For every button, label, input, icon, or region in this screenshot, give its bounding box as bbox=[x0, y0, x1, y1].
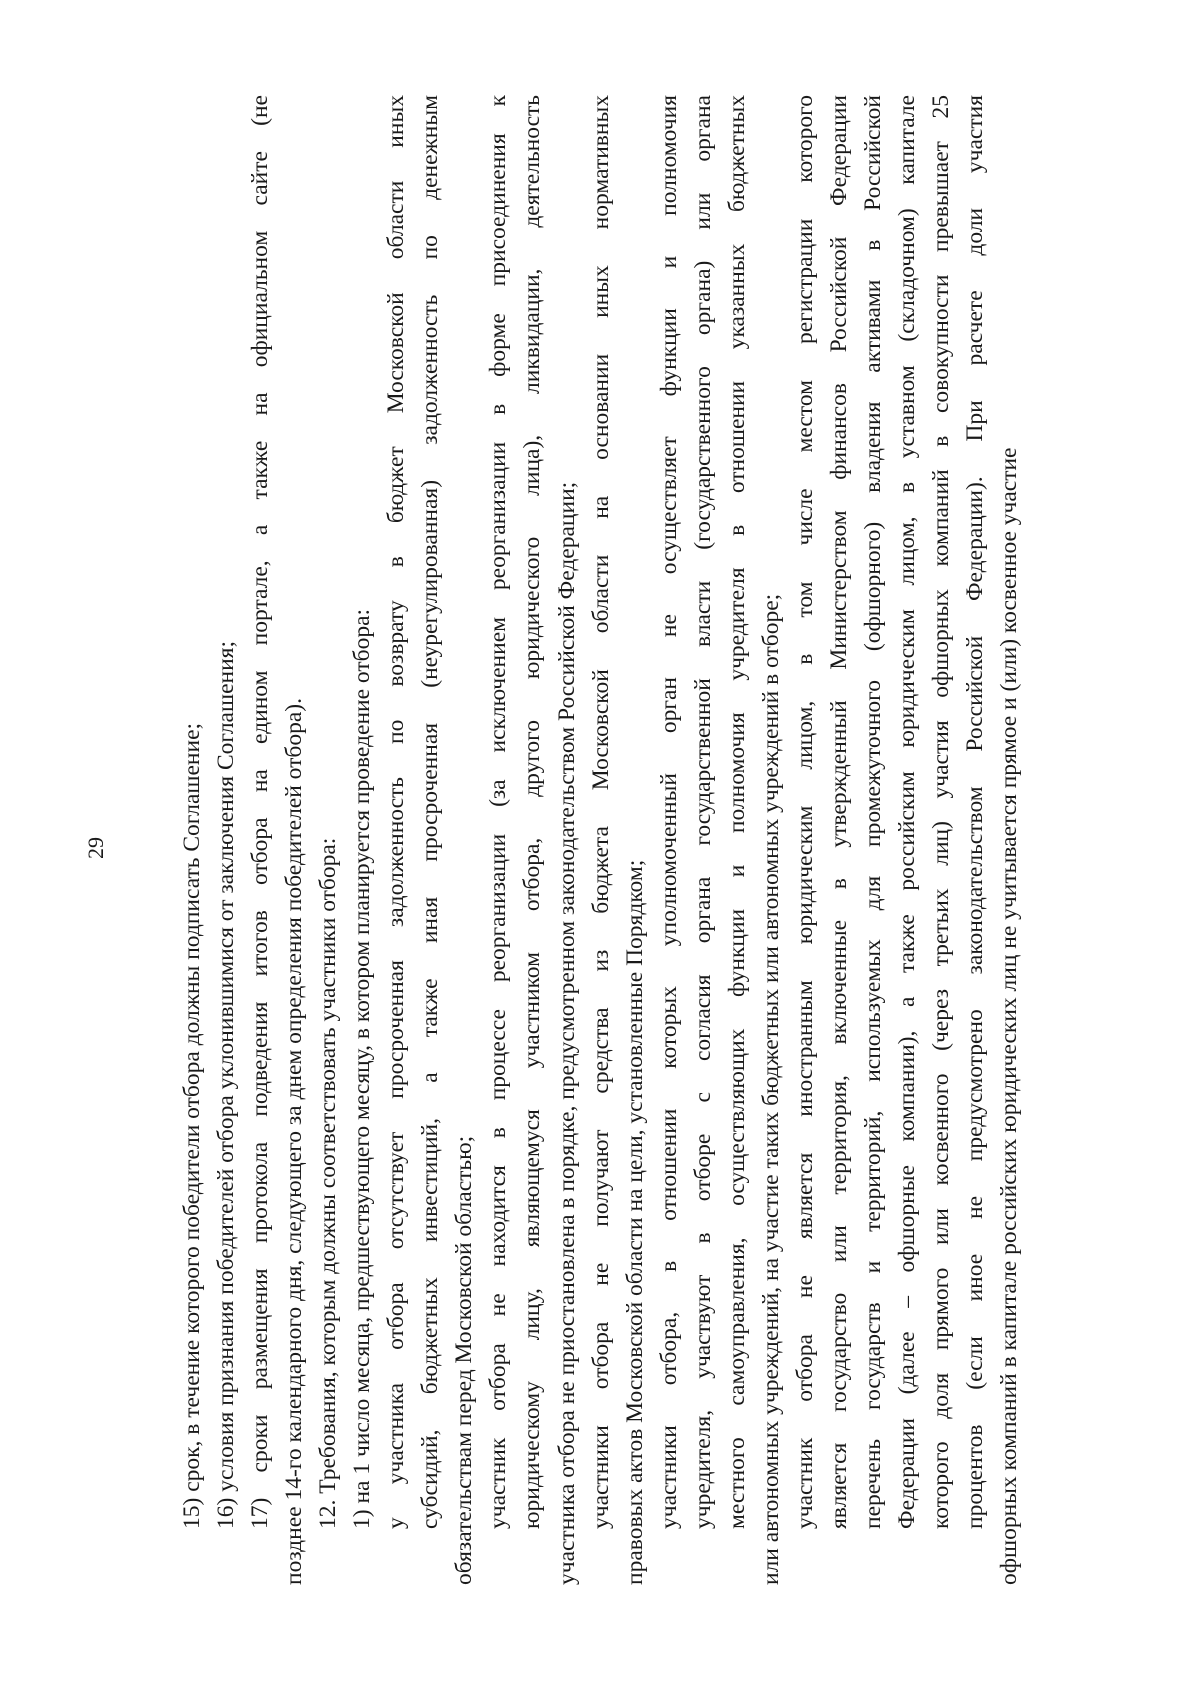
paragraph bbox=[175, 95, 209, 1585]
text-line: 12. Требования, которым должны соответствовать участники отбора: bbox=[315, 837, 342, 1529]
paragraph bbox=[311, 95, 345, 1585]
text-line: которого доля прямого или косвенного (через третьих лиц) участия офшорных компаний в совокупности превышает 25 bbox=[928, 95, 955, 1529]
paragraph bbox=[652, 95, 788, 1585]
text-line: юридическому лицу, являющемуся участником отбора, другого юридического лица), ликвидации, деятельность bbox=[519, 95, 546, 1529]
text-line: 1) на 1 число месяца, предшествующего месяцу, в котором планируется проведение отбора: bbox=[349, 608, 376, 1529]
document-body bbox=[175, 95, 1065, 1585]
paragraph bbox=[584, 95, 652, 1585]
text-line: перечень государств и территорий, используемых для промежуточного (офшорного) владения активами в Российской bbox=[859, 95, 886, 1529]
text-line: офшорных компаний в капитале российских юридических лиц не учитывается прямое и (или) косвенное участие bbox=[996, 447, 1023, 1585]
paragraph bbox=[345, 95, 379, 1585]
text-line: участника отбора не приостановлена в порядке, предусмотренном законодательством Российской Федерации; bbox=[553, 481, 580, 1585]
text-line: является государство или территория, включенные в утвержденный Министерством финансов Российской Федерации bbox=[825, 95, 852, 1529]
paragraph bbox=[481, 95, 583, 1585]
text-line: правовых актов Московской области на цели, установленные Порядком; bbox=[621, 859, 648, 1585]
paragraph bbox=[209, 95, 243, 1585]
paragraph bbox=[788, 95, 1026, 1585]
paragraph bbox=[379, 95, 481, 1585]
text-line: позднее 14-го календарного дня, следующего за днем определения победителей отбора). bbox=[281, 698, 308, 1585]
text-line: у участника отбора отсутствует просроченная задолженность по возврату в бюджет Московской области иных bbox=[383, 95, 410, 1529]
paragraph bbox=[243, 95, 311, 1585]
page-number: 29 bbox=[83, 837, 108, 859]
text-line: 16) условия признания победителей отбора уклонившимися от заключения Соглашения; bbox=[213, 640, 240, 1529]
text-line: участники отбора не получают средства из бюджета Московской области на основании иных нормативных bbox=[587, 95, 614, 1529]
text-line: 17) сроки размещения протокола подведения итогов отбора на едином портале, а также на официальном сайте (не bbox=[247, 95, 274, 1529]
text-line: участники отбора, в отношении которых уполномоченный орган не осуществляет функции и полномочия bbox=[655, 95, 682, 1529]
text-line: процентов (если иное не предусмотрено законодательством Российской Федерации). При расчете доли участия bbox=[962, 95, 989, 1529]
text-line: Федерации (далее – офшорные компании), а также российским юридическим лицом, в уставном (складочном) капитале bbox=[893, 95, 920, 1529]
text-line: или автономных учреждений, на участие таких бюджетных или автономных учреждений в отборе; bbox=[757, 593, 784, 1585]
text-line: участник отбора не является иностранным юридическим лицом, в том числе местом регистрации которого bbox=[791, 95, 818, 1529]
text-line: учредителя, участвуют в отборе с согласия органа государственной власти (государственного органа) или органа bbox=[689, 95, 716, 1529]
text-line: 15) срок, в течение которого победители отбора должны подписать Соглашение; bbox=[179, 722, 205, 1529]
text-line: участник отбора не находится в процессе реорганизации (за исключением реорганизации в форме присоединения к bbox=[485, 95, 512, 1529]
text-line: субсидий, бюджетных инвестиций, а также иная просроченная (неурегулированная) задолженность по денежным bbox=[417, 95, 444, 1529]
text-line: обязательствам перед Московской областью; bbox=[451, 1135, 478, 1585]
text-line: местного самоуправления, осуществляющих функции и полномочия учредителя в отношении указанных бюджетных bbox=[723, 95, 750, 1529]
